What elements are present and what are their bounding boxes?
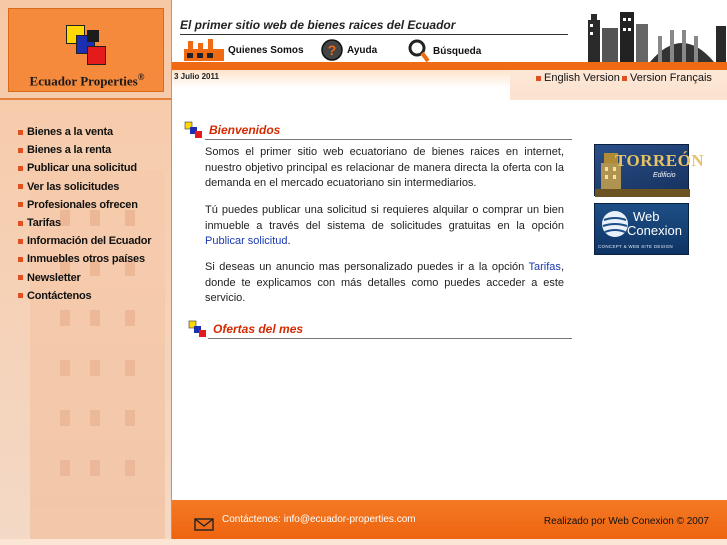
welcome-title: Bienvenidos <box>209 123 281 137</box>
webconexion-title-bottom: Conexion <box>627 223 682 238</box>
sidebar-item-tarifas[interactable]: Tarifas <box>18 214 151 232</box>
publish-paragraph <box>205 203 564 250</box>
offers-heading <box>189 321 303 337</box>
sidebar-item-publicar-solicitud[interactable]: Publicar una solicitud <box>18 159 151 177</box>
torreon-title: TORREÓN <box>615 151 705 170</box>
bullet-icon <box>18 257 23 262</box>
text: , donde te explicamos con más detalles como puedes acceder a este servicio. <box>205 261 564 304</box>
logo-panel[interactable] <box>8 8 164 92</box>
webconexion-banner[interactable] <box>594 203 689 255</box>
offers-title: Ofertas del mes <box>213 322 304 336</box>
topnav-busqueda[interactable] <box>408 39 481 63</box>
sidebar-item-inmuebles-otros[interactable]: Inmuebles otros países <box>18 250 151 268</box>
topnav-ayuda[interactable] <box>320 39 377 61</box>
publicar-solicitud-link[interactable]: Publicar solicitud <box>205 235 288 247</box>
magnifier-icon <box>408 39 430 63</box>
topnav-label: Ayuda <box>347 44 378 56</box>
bullet-icon <box>18 130 23 135</box>
lang-english[interactable] <box>536 72 620 84</box>
bottom-strip <box>0 539 727 545</box>
language-bar <box>510 70 727 100</box>
topnav-quienes-somos[interactable] <box>184 39 304 61</box>
topnav-label: Quienes Somos <box>228 44 304 56</box>
footer-credit: Realizado por Web Conexion © 2007 <box>543 516 709 527</box>
bullet-icon <box>18 202 23 207</box>
tarifas-link[interactable]: Tarifas <box>528 261 561 273</box>
bullet-icon <box>622 76 627 81</box>
bullet-icon <box>536 76 541 81</box>
bullet-icon <box>18 293 23 298</box>
bullet-icon <box>18 275 23 280</box>
sidebar-item-profesionales[interactable]: Profesionales ofrecen <box>18 196 151 214</box>
intro-paragraph: Somos el primer sitio web ecuatoriano de bienes raices en internet, nuestro objetivo principal es relacionar de manera directa la oferta con la demanda en el mercado ecuatoriano sin intermediarios. <box>205 146 564 189</box>
lang-french[interactable] <box>622 72 712 84</box>
svg-text:?: ? <box>327 42 337 58</box>
site-tagline: El primer sitio web de bienes raices del Ecuador <box>180 18 456 32</box>
footer <box>172 500 727 539</box>
bullet-icon <box>18 221 23 226</box>
footer-contact-label: Contáctenos: <box>222 514 281 525</box>
question-icon <box>320 39 344 61</box>
topnav-label: Búsqueda <box>433 45 482 57</box>
header-orange-band <box>172 62 727 70</box>
footer-email-link[interactable]: info@ecuador-properties.com <box>283 514 416 525</box>
header <box>172 0 727 100</box>
sidebar-item-newsletter[interactable]: Newsletter <box>18 269 151 287</box>
bullet-icon <box>18 148 23 153</box>
tarifas-paragraph <box>205 260 564 307</box>
welcome-underline <box>205 139 572 140</box>
factory-icon <box>184 39 224 61</box>
sidebar-divider <box>0 98 172 100</box>
tagline-underline <box>180 34 568 35</box>
text: Si deseas un anuncio mas personalizado puedes ir a la opción <box>205 261 529 273</box>
sidebar-item-contactenos[interactable]: Contáctenos <box>18 287 151 305</box>
current-date: 3 Julio 2011 <box>174 72 219 81</box>
sidebar <box>0 0 172 545</box>
section-cubes-icon <box>189 321 207 337</box>
torreon-banner[interactable] <box>594 144 705 196</box>
bullet-icon <box>18 184 23 189</box>
sidebar-item-bienes-venta[interactable]: Bienes a la venta <box>18 123 151 141</box>
torreon-subtitle: Edificio <box>653 172 676 179</box>
welcome-heading <box>185 122 280 138</box>
sidebar-item-informacion[interactable]: Información del Ecuador <box>18 232 151 250</box>
lang-label: English Version <box>544 72 620 84</box>
sidebar-item-ver-solicitudes[interactable]: Ver las solicitudes <box>18 178 151 196</box>
text: Tú puedes publicar una solicitud si requieres alquilar o comprar un bien inmueble a través del sistema de solicitudes gratuitas en la opción <box>205 204 564 232</box>
bullet-icon <box>18 166 23 171</box>
text: . <box>287 235 291 247</box>
lang-label: Version Français <box>630 72 712 84</box>
city-skyline-icon <box>582 6 727 62</box>
date-bar <box>172 70 727 100</box>
section-cubes-icon <box>185 122 203 138</box>
brand-name: Ecuador Properties® <box>29 72 145 89</box>
sidebar-nav <box>18 123 151 305</box>
webconexion-tagline: CONCEPT & WEB SITE DESIGN <box>598 244 673 249</box>
webconexion-title-top: Web <box>633 209 660 224</box>
bullet-icon <box>18 239 23 244</box>
main-content <box>172 100 727 500</box>
mail-icon[interactable] <box>194 518 214 531</box>
brand-logo <box>66 25 112 67</box>
sidebar-item-bienes-renta[interactable]: Bienes a la renta <box>18 141 151 159</box>
footer-contact <box>222 514 416 525</box>
offers-underline <box>208 338 572 339</box>
